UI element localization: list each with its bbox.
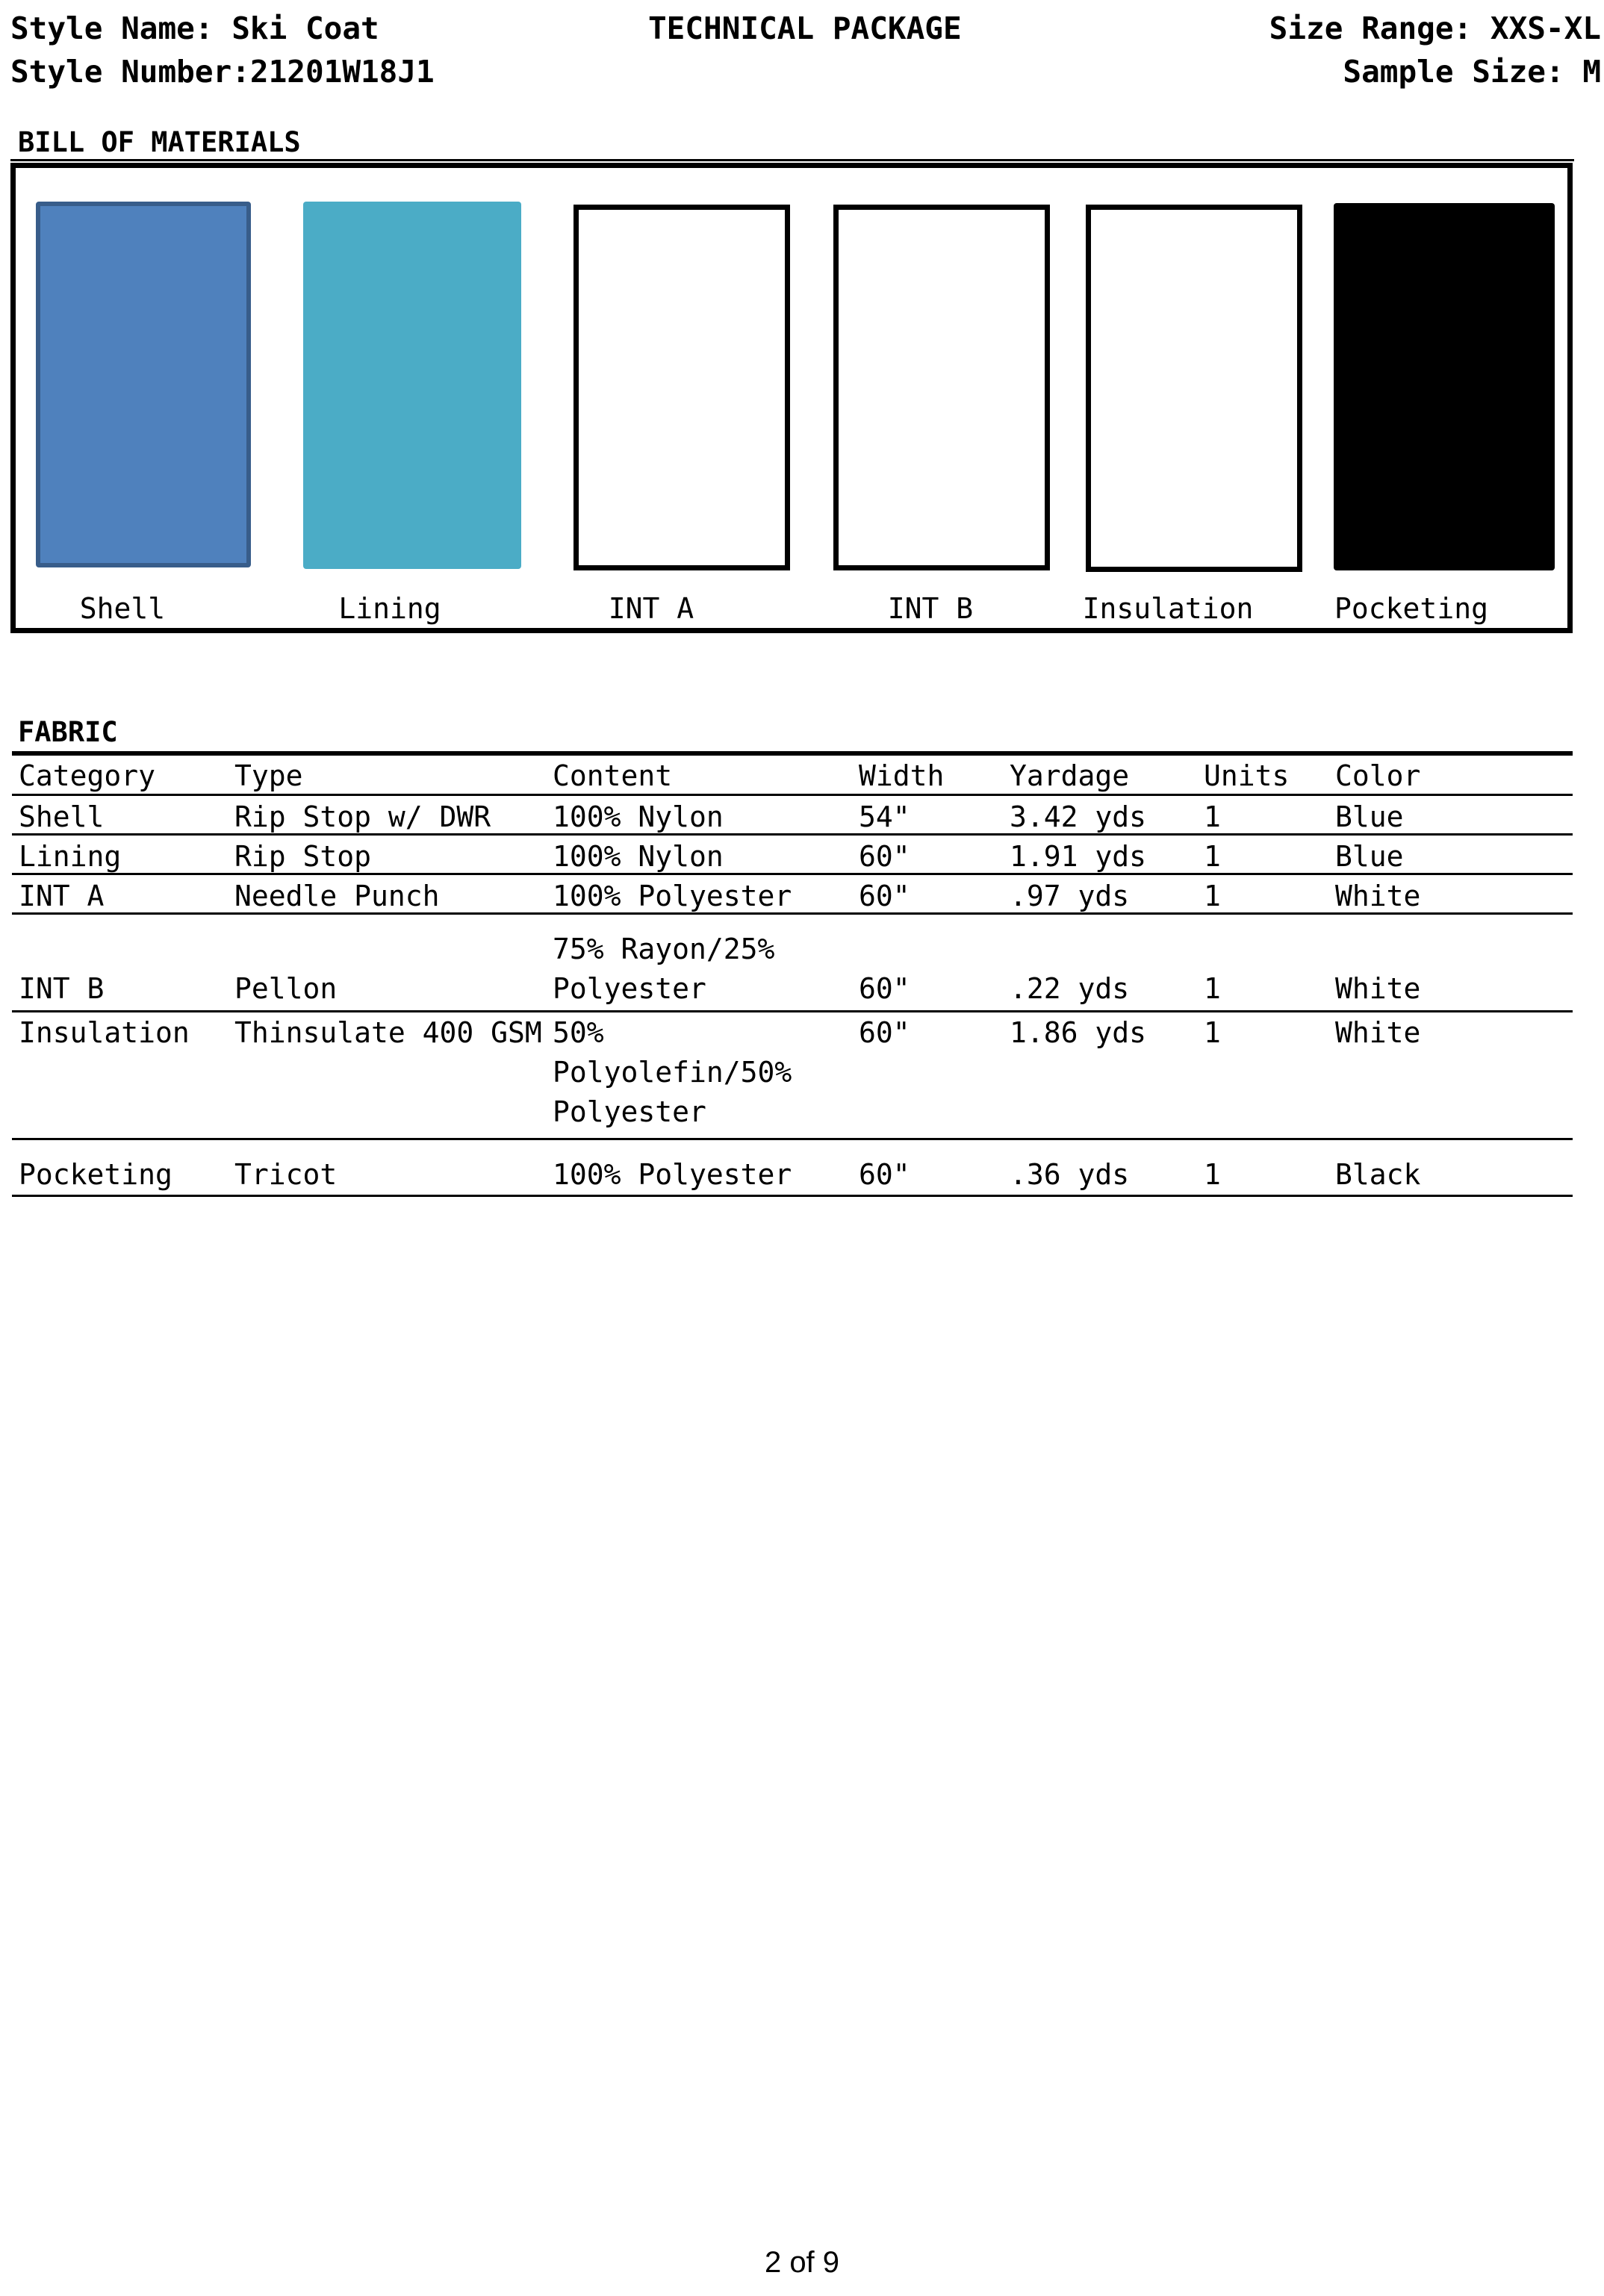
cell-content: 100% Nylon <box>553 800 724 833</box>
cell-width: 54" <box>859 800 910 833</box>
cell-type: Tricot <box>234 1158 338 1191</box>
swatch-label-shell: Shell <box>79 592 166 625</box>
swatch-shell <box>36 202 251 567</box>
cell-yardage: .97 yds <box>1010 880 1130 912</box>
swatch-label-int-a: INT A <box>608 592 694 625</box>
table-header-row <box>12 756 1573 796</box>
cell-type: Rip Stop w/ DWR <box>234 800 491 833</box>
cell-units: 1 <box>1204 840 1221 873</box>
swatch-label-lining: Lining <box>338 592 441 625</box>
cell-color: White <box>1335 1016 1421 1049</box>
column-header-type: Type <box>234 759 303 792</box>
cell-yardage: 1.91 yds <box>1010 840 1147 873</box>
cell-width: 60" <box>859 972 910 1005</box>
swatch-pocketing <box>1334 203 1555 570</box>
cell-category: Insulation <box>19 1016 190 1049</box>
cell-units: 1 <box>1204 972 1221 1005</box>
column-header-yardage: Yardage <box>1010 759 1130 792</box>
cell-yardage: 1.86 yds <box>1010 1016 1147 1049</box>
cell-width: 60" <box>859 840 910 873</box>
sample-size: Sample Size: M <box>1343 54 1601 90</box>
cell-width: 60" <box>859 1016 910 1049</box>
cell-color: White <box>1335 972 1421 1005</box>
fabric-title: FABRIC <box>18 716 118 748</box>
page-number: 2 of 9 <box>764 2246 840 2279</box>
cell-type: Pellon <box>234 972 338 1005</box>
cell-type: Thinsulate 400 GSM <box>234 1016 542 1049</box>
column-header-width: Width <box>859 759 945 792</box>
table-row <box>12 915 1573 1012</box>
cell-color: Blue <box>1335 800 1404 833</box>
table-row <box>12 1012 1573 1140</box>
cell-category: Shell <box>19 800 105 833</box>
cell-yardage: .36 yds <box>1010 1158 1130 1191</box>
table-row <box>12 796 1573 836</box>
cell-content: 100% Nylon <box>553 840 724 873</box>
swatch-lining <box>303 202 521 569</box>
document-title: TECHNICAL PACKAGE <box>648 10 962 46</box>
cell-type: Rip Stop <box>234 840 372 873</box>
cell-units: 1 <box>1204 1158 1221 1191</box>
cell-width: 60" <box>859 1158 910 1191</box>
table-row <box>12 1140 1573 1197</box>
column-header-units: Units <box>1204 759 1290 792</box>
table-row <box>12 836 1573 875</box>
cell-content: 100% Polyester <box>553 880 792 912</box>
swatch-int-b <box>833 205 1050 570</box>
cell-content: 50% Polyolefin/50% Polyester <box>553 1016 792 1128</box>
table-row <box>12 875 1573 915</box>
style-name: Style Name: Ski Coat <box>10 10 379 46</box>
column-header-color: Color <box>1335 759 1421 792</box>
column-header-content: Content <box>553 759 673 792</box>
cell-yardage: .22 yds <box>1010 972 1130 1005</box>
cell-content: 75% Rayon/25% Polyester <box>553 933 775 1005</box>
swatch-label-pocketing: Pocketing <box>1334 592 1488 625</box>
cell-content: 100% Polyester <box>553 1158 792 1191</box>
cell-units: 1 <box>1204 880 1221 912</box>
swatch-label-int-b: INT B <box>887 592 974 625</box>
cell-color: White <box>1335 880 1421 912</box>
cell-category: INT A <box>19 880 105 912</box>
bom-divider <box>10 159 1574 161</box>
cell-category: Pocketing <box>19 1158 172 1191</box>
cell-category: Lining <box>19 840 122 873</box>
cell-color: Black <box>1335 1158 1421 1191</box>
swatch-label-insulation: Insulation <box>1082 592 1254 625</box>
cell-units: 1 <box>1204 800 1221 833</box>
cell-type: Needle Punch <box>234 880 440 912</box>
fabric-table <box>12 756 1573 1197</box>
cell-category: INT B <box>19 972 105 1005</box>
cell-width: 60" <box>859 880 910 912</box>
swatch-int-a <box>573 205 790 570</box>
cell-color: Blue <box>1335 840 1404 873</box>
cell-yardage: 3.42 yds <box>1010 800 1147 833</box>
bom-title: BILL OF MATERIALS <box>18 126 301 158</box>
style-number: Style Number:21201W18J1 <box>10 54 435 90</box>
swatch-insulation <box>1086 205 1302 572</box>
size-range: Size Range: XXS-XL <box>1269 10 1601 46</box>
column-header-category: Category <box>19 759 156 792</box>
cell-units: 1 <box>1204 1016 1221 1049</box>
